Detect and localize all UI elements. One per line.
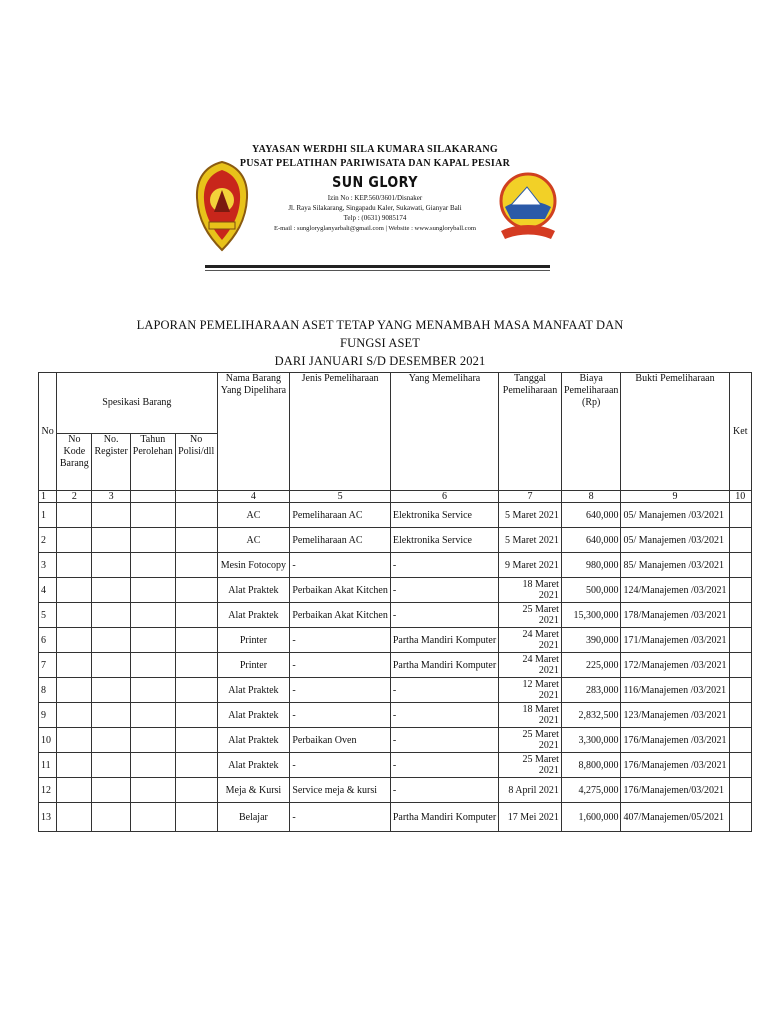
cell-tahun — [130, 578, 175, 603]
header-no: No — [39, 373, 57, 491]
cell-polisi — [175, 703, 217, 728]
cell-jenis: - — [290, 803, 391, 832]
cell-jenis: - — [290, 678, 391, 703]
header-ket: Ket — [729, 373, 751, 491]
header-jenis: Jenis Pemeliharaan — [290, 373, 391, 491]
cell-polisi — [175, 753, 217, 778]
cell-yang-memelihara: Elektronika Service — [390, 503, 498, 528]
cell-tanggal: 25 Maret 2021 — [499, 603, 562, 628]
col-num: 3 — [92, 491, 130, 503]
header-register: No. Register — [92, 434, 130, 491]
cell-register — [92, 503, 130, 528]
cell-yang-memelihara: Partha Mandiri Komputer — [390, 803, 498, 832]
cell-yang-memelihara: - — [390, 753, 498, 778]
header-yang-memelihara: Yang Memelihara — [390, 373, 498, 491]
table-row — [39, 653, 752, 678]
col-num: 9 — [621, 491, 729, 503]
cell-jenis: - — [290, 703, 391, 728]
cell-biaya: 283,000 — [561, 678, 621, 703]
cell-register — [92, 578, 130, 603]
cell-bukti: 176/Manajemen/03/2021 — [621, 778, 729, 803]
cell-tanggal: 25 Maret 2021 — [499, 753, 562, 778]
table-row — [39, 803, 752, 832]
cell-biaya: 15,300,000 — [561, 603, 621, 628]
cell-kode — [57, 503, 92, 528]
cell-ket — [729, 728, 751, 753]
cell-bukti: 116/Manajemen /03/2021 — [621, 678, 729, 703]
table-row — [39, 503, 752, 528]
phone: Telp : (0631) 9085174 — [343, 214, 407, 222]
cell-polisi — [175, 803, 217, 832]
cell-tanggal: 25 Maret 2021 — [499, 728, 562, 753]
table-row — [39, 628, 752, 653]
cell-yang-memelihara: - — [390, 553, 498, 578]
cell-ket — [729, 628, 751, 653]
table-row — [39, 753, 752, 778]
cell-no: 6 — [39, 628, 57, 653]
cell-kode — [57, 528, 92, 553]
cell-biaya: 1,600,000 — [561, 803, 621, 832]
cell-tahun — [130, 553, 175, 578]
col-num: 1 — [39, 491, 57, 503]
cell-register — [92, 803, 130, 832]
col-num: 6 — [390, 491, 498, 503]
cell-register — [92, 728, 130, 753]
cell-bukti: 176/Manajemen /03/2021 — [621, 728, 729, 753]
foundation-name: YAYASAN WERDHI SILA KUMARA SILAKARANG — [252, 144, 498, 155]
cell-register — [92, 603, 130, 628]
cell-no: 11 — [39, 753, 57, 778]
cell-nama-barang: Mesin Fotocopy — [217, 553, 290, 578]
cell-tanggal: 8 April 2021 — [499, 778, 562, 803]
cell-ket — [729, 803, 751, 832]
cell-no: 9 — [39, 703, 57, 728]
cell-nama-barang: Alat Praktek — [217, 753, 290, 778]
cell-kode — [57, 803, 92, 832]
col-num: 7 — [499, 491, 562, 503]
cell-polisi — [175, 553, 217, 578]
cell-kode — [57, 753, 92, 778]
cell-biaya: 980,000 — [561, 553, 621, 578]
maintenance-table — [38, 372, 752, 832]
cell-kode — [57, 578, 92, 603]
permit-number: Izin No : KEP.560/3601/Disnaker — [327, 194, 423, 202]
cell-biaya: 3,300,000 — [561, 728, 621, 753]
cell-no: 3 — [39, 553, 57, 578]
cell-tahun — [130, 653, 175, 678]
cell-yang-memelihara: - — [390, 778, 498, 803]
cell-jenis: Perbaikan Oven — [290, 728, 391, 753]
email-website: E-mail : sungloryglanyarbali@gmail.com | Website : www.sungloryball.com — [273, 225, 477, 232]
cell-nama-barang: Alat Praktek — [217, 678, 290, 703]
cell-jenis: Service meja & kursi — [290, 778, 391, 803]
cell-register — [92, 753, 130, 778]
cell-tanggal: 18 Maret 2021 — [499, 578, 562, 603]
report-title-line2: DARI JANUARI S/D DESEMBER 2021 — [274, 354, 486, 368]
cell-polisi — [175, 778, 217, 803]
cell-no: 1 — [39, 503, 57, 528]
header-bukti: Bukti Pemeliharaan — [621, 373, 729, 491]
cell-nama-barang: Printer — [217, 653, 290, 678]
letterhead-divider-thin — [205, 270, 550, 271]
col-num: 2 — [57, 491, 92, 503]
cell-bukti: 172/Manajemen /03/2021 — [621, 653, 729, 678]
cell-tahun — [130, 778, 175, 803]
cell-jenis: - — [290, 628, 391, 653]
cell-no: 7 — [39, 653, 57, 678]
cell-jenis: - — [290, 553, 391, 578]
cell-nama-barang: Belajar — [217, 803, 290, 832]
cell-tahun — [130, 628, 175, 653]
cell-jenis: Pemeliharaan AC — [290, 528, 391, 553]
header-polisi: No Polisi/dll — [175, 434, 217, 491]
cell-yang-memelihara: - — [390, 603, 498, 628]
cell-no: 5 — [39, 603, 57, 628]
cell-bukti: 407/Manajemen/05/2021 — [621, 803, 729, 832]
cell-yang-memelihara: - — [390, 703, 498, 728]
letterhead — [190, 143, 560, 234]
cell-tahun — [130, 603, 175, 628]
table-row — [39, 703, 752, 728]
cell-polisi — [175, 578, 217, 603]
cell-bukti: 05/ Manajemen /03/2021 — [621, 503, 729, 528]
cell-no: 12 — [39, 778, 57, 803]
cell-biaya: 8,800,000 — [561, 753, 621, 778]
cell-nama-barang: Alat Praktek — [217, 728, 290, 753]
cell-polisi — [175, 628, 217, 653]
cell-tanggal: 24 Maret 2021 — [499, 653, 562, 678]
cell-yang-memelihara: Partha Mandiri Komputer — [390, 653, 498, 678]
cell-bukti: 171/Manajemen /03/2021 — [621, 628, 729, 653]
col-num: 4 — [217, 491, 290, 503]
cell-register — [92, 678, 130, 703]
cell-polisi — [175, 728, 217, 753]
cell-tanggal: 12 Maret 2021 — [499, 678, 562, 703]
address: Jl. Raya Silakarang, Singapadu Kaler, Sukawati, Gianyar Bali — [288, 204, 462, 212]
cell-tahun — [130, 678, 175, 703]
cell-kode — [57, 703, 92, 728]
cell-kode — [57, 728, 92, 753]
cell-nama-barang: AC — [217, 503, 290, 528]
report-title-line1: LAPORAN PEMELIHARAAN ASET TETAP YANG MENAMBAH MASA MANFAAT DAN FUNGSI ASET — [136, 318, 624, 350]
cell-kode — [57, 553, 92, 578]
cell-nama-barang: Alat Praktek — [217, 703, 290, 728]
table-row — [39, 528, 752, 553]
col-num: 5 — [290, 491, 391, 503]
cell-ket — [729, 553, 751, 578]
cell-bukti: 178/Manajemen /03/2021 — [621, 603, 729, 628]
cell-biaya: 640,000 — [561, 528, 621, 553]
cell-tahun — [130, 728, 175, 753]
cell-tahun — [130, 803, 175, 832]
cell-tanggal: 18 Maret 2021 — [499, 703, 562, 728]
cell-jenis: - — [290, 753, 391, 778]
table-row — [39, 728, 752, 753]
cell-ket — [729, 703, 751, 728]
cell-yang-memelihara: - — [390, 678, 498, 703]
cell-tanggal: 9 Maret 2021 — [499, 553, 562, 578]
cell-kode — [57, 678, 92, 703]
cell-nama-barang: Alat Praktek — [217, 603, 290, 628]
brand-name: SUN GLORY — [332, 173, 418, 191]
cell-tahun — [130, 703, 175, 728]
cell-ket — [729, 678, 751, 703]
cell-jenis: Perbaikan Akat Kitchen — [290, 578, 391, 603]
cell-nama-barang: Meja & Kursi — [217, 778, 290, 803]
cell-kode — [57, 628, 92, 653]
header-kode-barang: No Kode Barang — [57, 434, 92, 491]
cell-biaya: 390,000 — [561, 628, 621, 653]
col-num: 8 — [561, 491, 621, 503]
cell-tahun — [130, 528, 175, 553]
cell-yang-memelihara: Partha Mandiri Komputer — [390, 628, 498, 653]
cell-ket — [729, 778, 751, 803]
cell-tanggal: 5 Maret 2021 — [499, 528, 562, 553]
cell-bukti: 123/Manajemen /03/2021 — [621, 703, 729, 728]
cell-biaya: 2,832,500 — [561, 703, 621, 728]
cell-polisi — [175, 678, 217, 703]
table-row — [39, 553, 752, 578]
cell-biaya: 500,000 — [561, 578, 621, 603]
cell-register — [92, 528, 130, 553]
cell-no: 4 — [39, 578, 57, 603]
cell-polisi — [175, 503, 217, 528]
cell-ket — [729, 653, 751, 678]
cell-yang-memelihara: - — [390, 728, 498, 753]
header-tahun: Tahun Perolehan — [130, 434, 175, 491]
cell-kode — [57, 778, 92, 803]
cell-biaya: 225,000 — [561, 653, 621, 678]
cell-register — [92, 653, 130, 678]
cell-jenis: Pemeliharaan AC — [290, 503, 391, 528]
cell-tanggal: 5 Maret 2021 — [499, 503, 562, 528]
cell-biaya: 4,275,000 — [561, 778, 621, 803]
training-center-name: PUSAT PELATIHAN PARIWISATA DAN KAPAL PESIAR — [239, 158, 511, 169]
cell-bukti: 124/Manajemen /03/2021 — [621, 578, 729, 603]
cell-tanggal: 17 Mei 2021 — [499, 803, 562, 832]
cell-ket — [729, 603, 751, 628]
cell-register — [92, 628, 130, 653]
cell-bukti: 85/ Manajemen /03/2021 — [621, 553, 729, 578]
cell-no: 10 — [39, 728, 57, 753]
cell-biaya: 640,000 — [561, 503, 621, 528]
table-row — [39, 603, 752, 628]
cell-nama-barang: Printer — [217, 628, 290, 653]
cell-kode — [57, 603, 92, 628]
header-nama-barang: Nama Barang Yang Dipelihara — [217, 373, 290, 491]
report-title — [120, 316, 640, 370]
letterhead-divider — [205, 265, 550, 268]
cell-no: 13 — [39, 803, 57, 832]
cell-nama-barang: Alat Praktek — [217, 578, 290, 603]
cell-ket — [729, 578, 751, 603]
cell-polisi — [175, 653, 217, 678]
cell-bukti: 176/Manajemen /03/2021 — [621, 753, 729, 778]
cell-register — [92, 553, 130, 578]
cell-tahun — [130, 753, 175, 778]
cell-ket — [729, 503, 751, 528]
cell-polisi — [175, 603, 217, 628]
table-row — [39, 778, 752, 803]
cell-jenis: Perbaikan Akat Kitchen — [290, 603, 391, 628]
column-number-row — [39, 491, 752, 503]
col-num: 10 — [729, 491, 751, 503]
cell-polisi — [175, 528, 217, 553]
cell-ket — [729, 528, 751, 553]
cell-register — [92, 703, 130, 728]
cell-no: 2 — [39, 528, 57, 553]
cell-kode — [57, 653, 92, 678]
cell-jenis: - — [290, 653, 391, 678]
table-row — [39, 578, 752, 603]
cell-bukti: 05/ Manajemen /03/2021 — [621, 528, 729, 553]
cell-register — [92, 778, 130, 803]
cell-ket — [729, 753, 751, 778]
cell-yang-memelihara: Elektronika Service — [390, 528, 498, 553]
cell-no: 8 — [39, 678, 57, 703]
cell-tahun — [130, 503, 175, 528]
header-spesifikasi: Spesikasi Barang — [57, 373, 217, 434]
cell-tanggal: 24 Maret 2021 — [499, 628, 562, 653]
cell-yang-memelihara: - — [390, 578, 498, 603]
header-tanggal: Tanggal Pemeliharaan — [499, 373, 562, 491]
table-row — [39, 678, 752, 703]
cell-nama-barang: AC — [217, 528, 290, 553]
header-biaya: Biaya Pemeliharaan (Rp) — [561, 373, 621, 491]
